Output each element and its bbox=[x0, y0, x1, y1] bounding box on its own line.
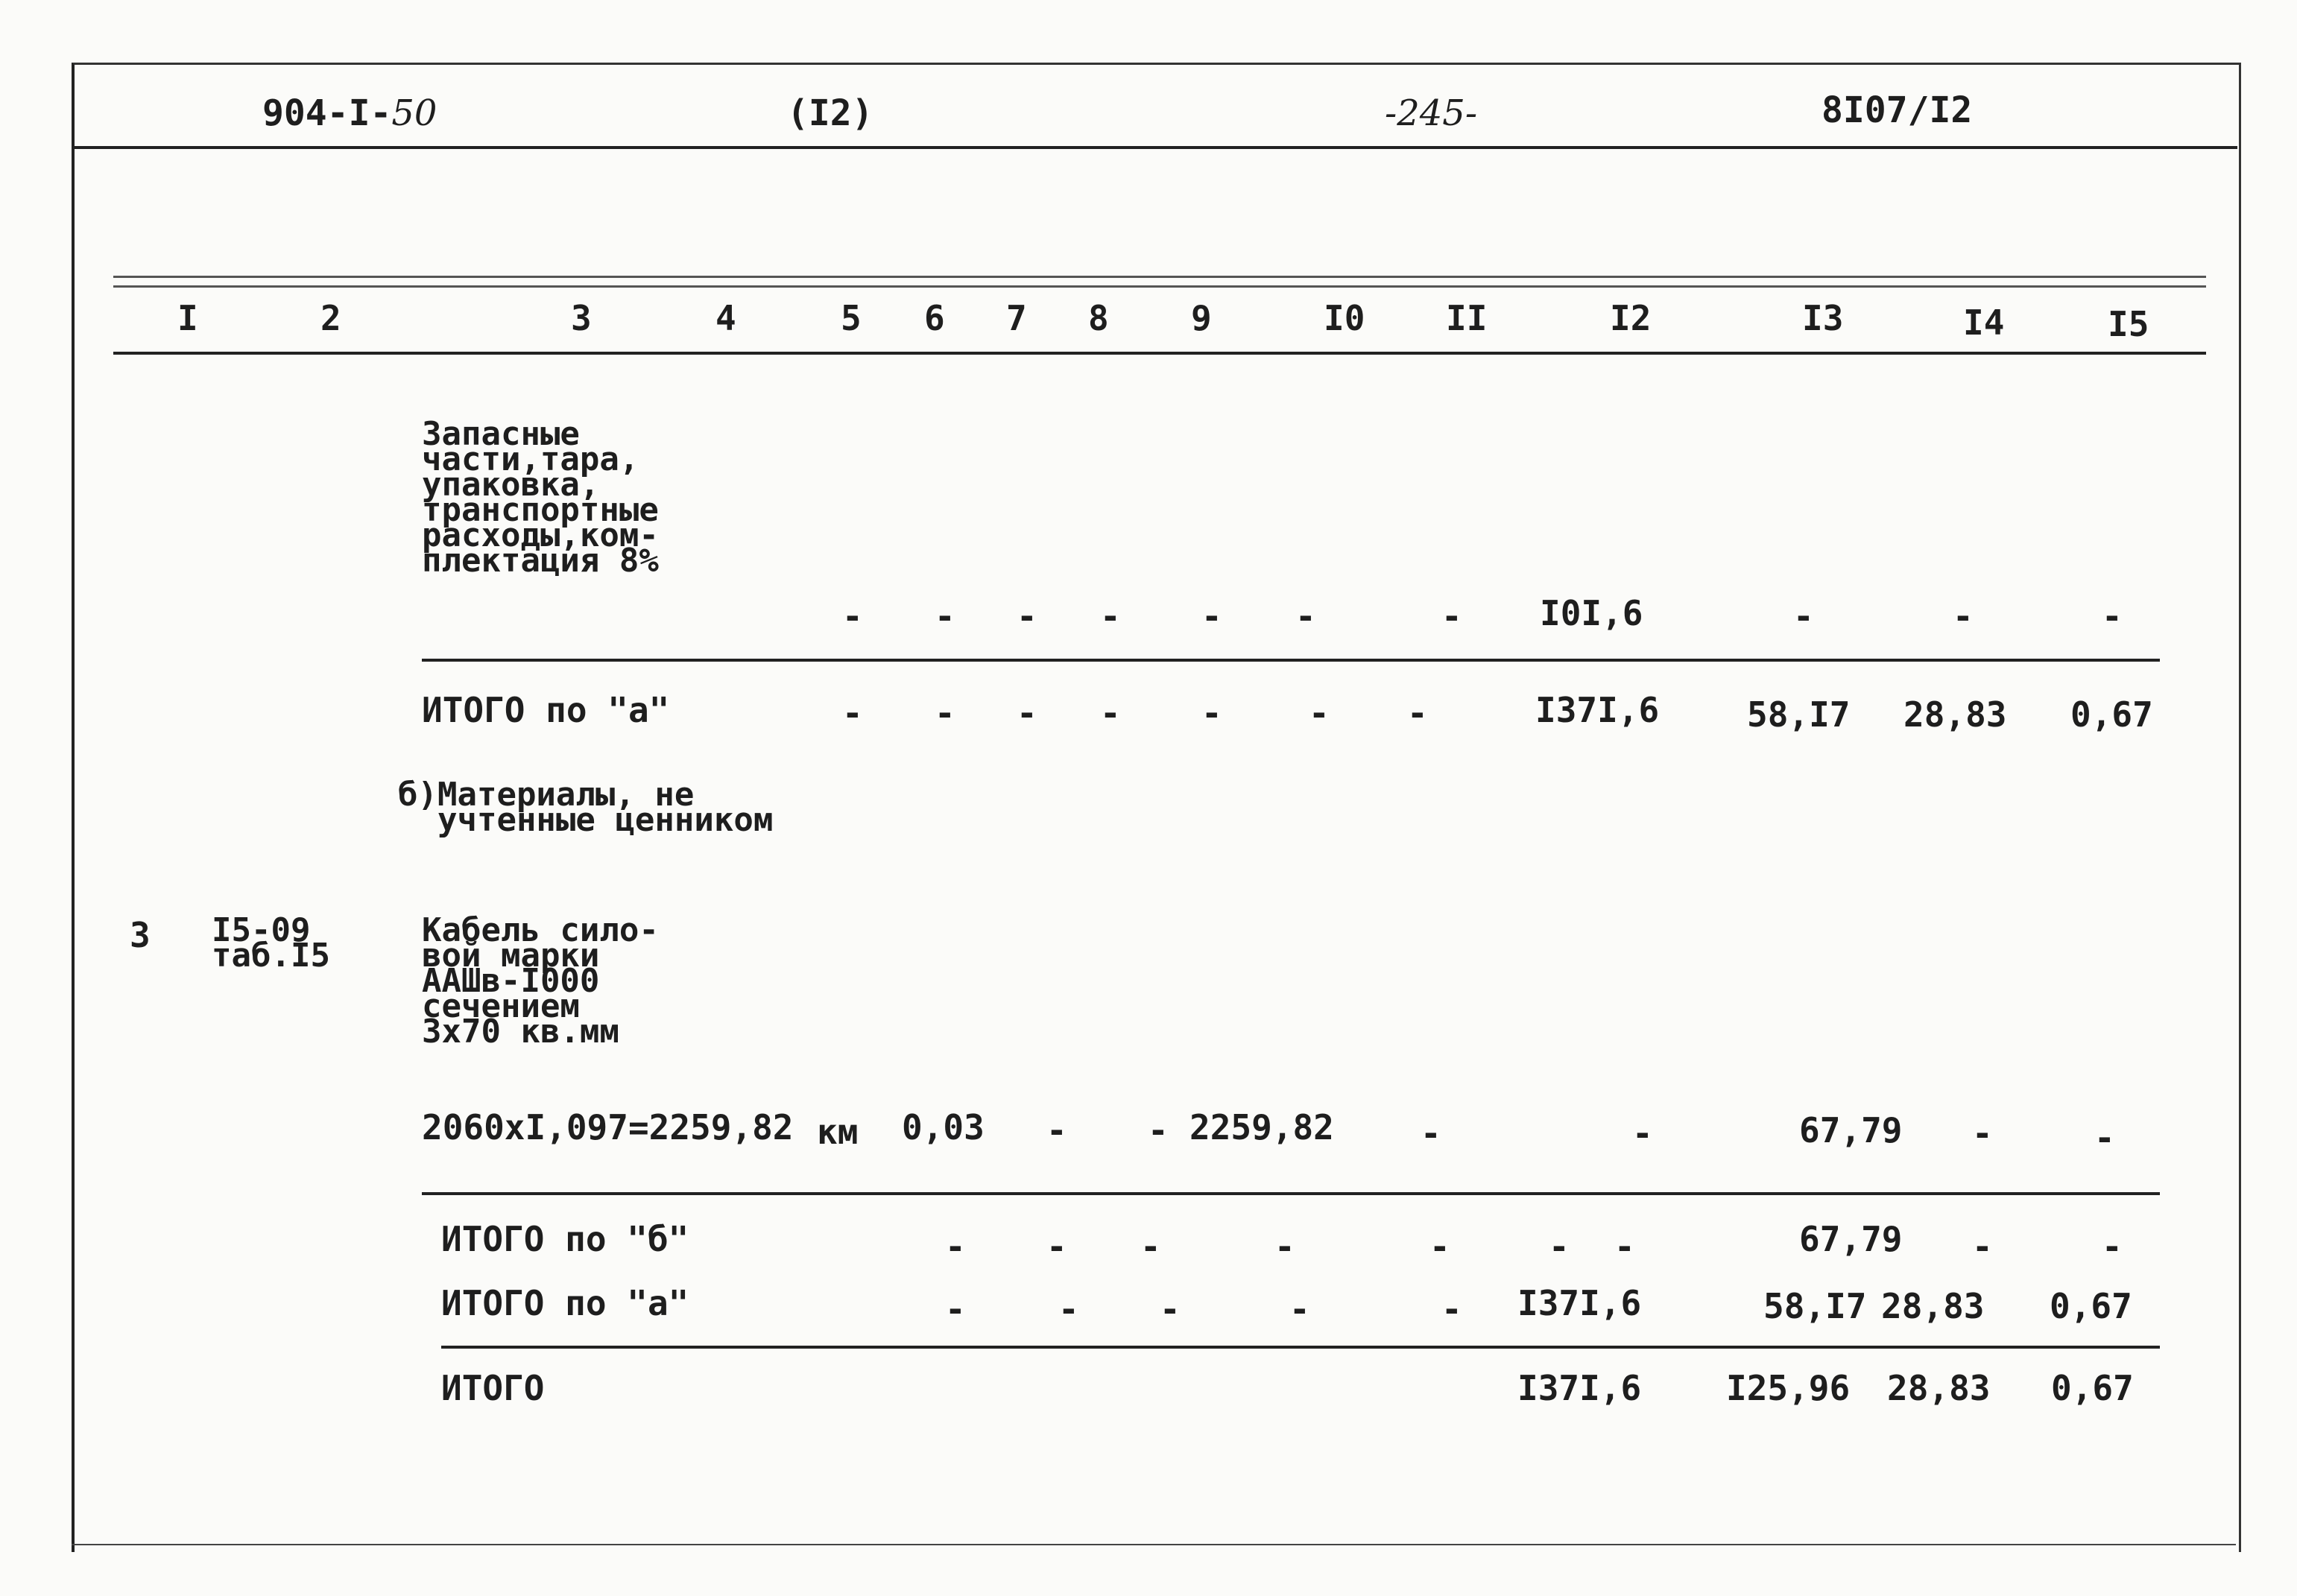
total-a-c6: - bbox=[935, 693, 955, 733]
grand-total-c13: I25,96 bbox=[1726, 1368, 1851, 1408]
cable-unit: км bbox=[817, 1112, 859, 1152]
spare-parts-description: Запасные части,тара, упаковка, транспортные расходы,ком- плектация 8% bbox=[422, 415, 659, 580]
cable-c11: - bbox=[1421, 1113, 1441, 1153]
total-a-repeat-c9: - bbox=[1289, 1289, 1310, 1329]
album-code: 8I07/I2 bbox=[1822, 89, 1973, 131]
total-a-c5: - bbox=[842, 693, 863, 733]
grand-total-c15: 0,67 bbox=[2051, 1368, 2134, 1408]
total-a-repeat-c12: I37I,6 bbox=[1517, 1283, 1642, 1323]
total-b-c6: - bbox=[945, 1226, 966, 1267]
cable-c14: - bbox=[1972, 1113, 1993, 1153]
spare-parts-c8: - bbox=[1100, 596, 1121, 636]
total-a-repeat-c7: - bbox=[1058, 1289, 1079, 1329]
col-header-10: I0 bbox=[1324, 298, 1365, 338]
col-header-6: 6 bbox=[924, 298, 945, 338]
cable-description: Кабель сило- вой марки ААШв-I000 сечением 3х70 кв.мм bbox=[422, 911, 659, 1051]
cable-row-number: 3 bbox=[130, 915, 151, 955]
spare-parts-c10: - bbox=[1295, 596, 1316, 636]
col-header-13: I3 bbox=[1802, 298, 1844, 338]
col-header-5: 5 bbox=[841, 298, 862, 338]
total-a-c12: I37I,6 bbox=[1535, 690, 1660, 730]
total-b-c11: - bbox=[1549, 1226, 1570, 1267]
sheet-part: (I2) bbox=[787, 92, 873, 134]
cable-c13: 67,79 bbox=[1799, 1110, 1903, 1150]
cable-c6: 0,03 bbox=[902, 1107, 985, 1147]
spare-parts-c15: - bbox=[2102, 596, 2123, 636]
cable-price-code: I5-09 таб.I5 bbox=[212, 911, 330, 975]
total-b-c13: 67,79 bbox=[1799, 1219, 1903, 1259]
document-code-handwritten: 50 bbox=[391, 92, 437, 134]
grand-total-c12: I37I,6 bbox=[1517, 1368, 1642, 1408]
col-header-15: I5 bbox=[2108, 304, 2149, 344]
col-header-14: I4 bbox=[1963, 303, 2005, 343]
total-b-c8: - bbox=[1140, 1226, 1161, 1267]
total-a-c9: - bbox=[1201, 693, 1222, 733]
total-b-c14: - bbox=[1972, 1226, 1993, 1267]
grand-total-c14: 28,83 bbox=[1887, 1368, 1991, 1408]
total-b-label: ИТОГО по "б" bbox=[441, 1219, 689, 1259]
cable-c8: - bbox=[1148, 1110, 1169, 1150]
column-header-bottom-rule bbox=[113, 352, 2206, 355]
total-a-c7: - bbox=[1017, 693, 1037, 733]
total-a-c15: 0,67 bbox=[2070, 694, 2153, 735]
total-b-c9: - bbox=[1274, 1226, 1295, 1267]
total-a-repeat-label: ИТОГО по "а" bbox=[441, 1283, 689, 1323]
total-b-c10: - bbox=[1429, 1226, 1450, 1267]
total-a-label: ИТОГО по "а" bbox=[422, 690, 670, 730]
page-number: -245- bbox=[1385, 92, 1478, 134]
title-block-divider bbox=[73, 146, 2237, 149]
total-a-repeat-c14: 28,83 bbox=[1881, 1286, 1985, 1326]
cable-underline bbox=[422, 1192, 2160, 1195]
document-code-prefix: 904-I- bbox=[262, 92, 392, 134]
cable-c12: - bbox=[1632, 1113, 1653, 1153]
spare-parts-c11: - bbox=[1441, 596, 1462, 636]
spare-parts-c7: - bbox=[1017, 596, 1037, 636]
grand-total-label: ИТОГО bbox=[441, 1368, 545, 1408]
spare-parts-c13: - bbox=[1793, 596, 1814, 636]
col-header-2: 2 bbox=[320, 298, 341, 338]
total-b-c7: - bbox=[1046, 1226, 1067, 1267]
total-a-c14: 28,83 bbox=[1903, 694, 2007, 735]
col-header-12: I2 bbox=[1610, 298, 1652, 338]
total-a-repeat-c15: 0,67 bbox=[2050, 1286, 2132, 1326]
total-a-repeat-c8: - bbox=[1160, 1289, 1181, 1329]
total-a-c13: 58,I7 bbox=[1747, 694, 1851, 735]
col-header-1: I bbox=[177, 298, 198, 338]
total-a-c8: - bbox=[1100, 693, 1121, 733]
column-header-top-rule bbox=[113, 276, 2206, 288]
spare-parts-c14: - bbox=[1953, 596, 1974, 636]
section-b-heading: б)Материалы, не учтенные ценником bbox=[398, 776, 774, 839]
col-header-11: II bbox=[1446, 298, 1488, 338]
total-a-repeat-c11: - bbox=[1441, 1289, 1462, 1329]
col-header-9: 9 bbox=[1191, 298, 1212, 338]
col-header-7: 7 bbox=[1006, 298, 1027, 338]
cable-c15: - bbox=[2094, 1118, 2115, 1158]
cable-quantity-formula: 2060хI,097=2259,82 bbox=[422, 1107, 794, 1147]
total-b-c15: - bbox=[2102, 1226, 2123, 1267]
spare-parts-c9: - bbox=[1201, 596, 1222, 636]
total-a-c10: - bbox=[1309, 693, 1330, 733]
cable-c7: - bbox=[1046, 1110, 1067, 1150]
spare-parts-underline bbox=[422, 659, 2160, 662]
total-b-c12: - bbox=[1614, 1226, 1635, 1267]
total-a-repeat-c13: 58,I7 bbox=[1763, 1286, 1867, 1326]
page-frame-bottom bbox=[72, 1544, 2236, 1545]
col-header-4: 4 bbox=[715, 298, 736, 338]
spare-parts-c5: - bbox=[842, 596, 863, 636]
document-code bbox=[262, 92, 437, 134]
total-a-repeat-c6: - bbox=[945, 1289, 966, 1329]
total-a-c11: - bbox=[1407, 693, 1428, 733]
col-header-3: 3 bbox=[571, 298, 592, 338]
spare-parts-c12: I0I,6 bbox=[1540, 593, 1643, 633]
col-header-8: 8 bbox=[1088, 298, 1109, 338]
grand-total-rule bbox=[441, 1346, 2160, 1349]
cable-c9: 2259,82 bbox=[1189, 1107, 1334, 1147]
spare-parts-c6: - bbox=[935, 596, 955, 636]
